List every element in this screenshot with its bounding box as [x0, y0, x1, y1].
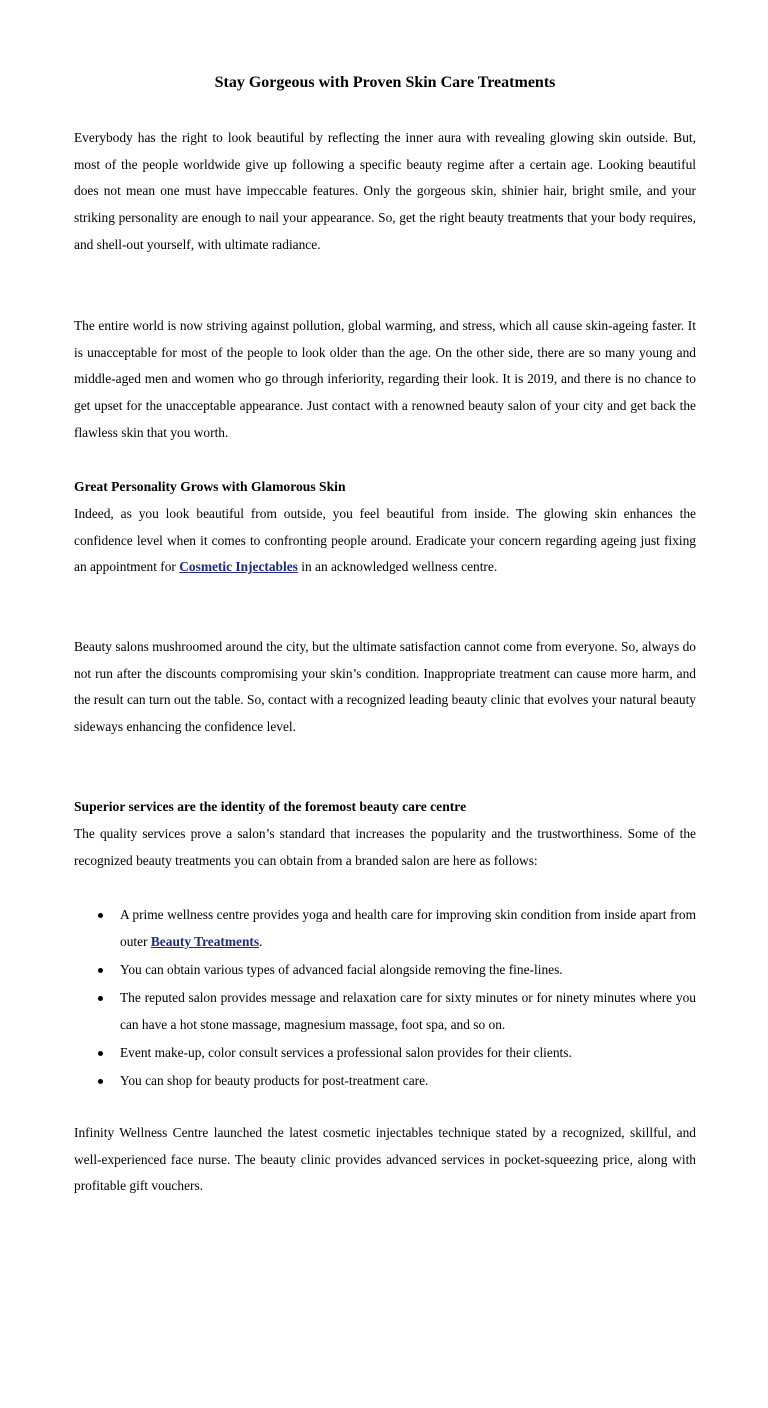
bullet-text: You can obtain various types of advanced facial alongside removing the fine-lines. — [120, 961, 563, 977]
section1-paragraph-1 — [74, 501, 696, 581]
beauty-treatments-link[interactable]: Beauty Treatments — [150, 933, 260, 949]
section-heading-personality: Great Personality Grows with Glamorous Skin — [74, 479, 346, 494]
bullet-icon — [98, 968, 103, 973]
document-title: Stay Gorgeous with Proven Skin Care Treatments — [214, 74, 556, 91]
intro-paragraph-1: Everybody has the right to look beautiful by reflecting the inner aura with revealing glowing skin outside. But, most of the people worldwide give up following a specific beauty regime after a certain age. Looking beautiful does not mean one must have impeccable features. Only the gorgeous skin, shinier hair, bright smile, and your striking personality are enough to nail your appearance. So, get the right beauty treatments that your body requires, and shell-out yourself, with ultimate radiance. — [74, 130, 696, 252]
cosmetic-injectables-link[interactable]: Cosmetic Injectables — [179, 559, 298, 575]
list-item — [74, 985, 696, 1038]
section2-intro-paragraph: The quality services prove a salon’s standard that increases the popularity and the trustworthiness. Some of the recognized beauty treatments you can obtain from a branded salon are here as follows: — [74, 826, 696, 868]
bullet-icon — [98, 913, 103, 918]
bullet-icon — [98, 1079, 103, 1084]
services-bullet-list — [74, 902, 696, 1096]
bullet-text: Event make-up, color consult services a professional salon provides for their clients. — [120, 1045, 572, 1061]
list-item — [74, 1040, 696, 1067]
list-item — [74, 902, 696, 955]
bullet-icon — [98, 1051, 103, 1056]
section-heading-services: Superior services are the identity of the foremost beauty care centre — [74, 799, 467, 814]
bullet1-text-before: A prime wellness centre provides yoga and health care for improving skin condition from inside apart from outer — [120, 907, 696, 949]
bullet-text: You can shop for beauty products for post-treatment care. — [120, 1073, 429, 1089]
section1-p1-text-after: in an acknowledged wellness centre. — [297, 559, 498, 575]
section1-paragraph-2: Beauty salons mushroomed around the city, but the ultimate satisfaction cannot come from everyone. So, always do not run after the discounts compromising your skin’s condition. Inappropriate treatment can cause more harm, and the result can turn out the table. So, contact with a recognized leading beauty clinic that evolves your natural beauty sideways enhancing the confidence level. — [74, 639, 696, 735]
intro-paragraph-2: The entire world is now striving against pollution, global warming, and stress, which all cause skin-ageing faster. It is unacceptable for most of the people to look older than the age. On the other side, there are so many young and middle-aged men and women who go through inferiority, regarding their look. It is 2019, and there is no chance to get upset for the unacceptable appearance. Just contact with a renowned beauty salon of your city and get back the flawless skin that you worth. — [74, 318, 696, 440]
bullet-text: The reputed salon provides message and relaxation care for sixty minutes or for ninety minutes where you can have a hot stone massage, magnesium massage, foot spa, and so on. — [120, 990, 696, 1032]
closing-paragraph: Infinity Wellness Centre launched the latest cosmetic injectables technique stated by a recognized, skillful, and well-experienced face nurse. The beauty clinic provides advanced services in pocket-squeezing price, along with profitable gift vouchers. — [74, 1125, 696, 1194]
bullet-icon — [98, 996, 103, 1001]
list-item — [74, 957, 696, 984]
bullet1-text-after: . — [259, 933, 263, 949]
section1-p1-text-before: Indeed, as you look beautiful from outside, you feel beautiful from inside. The glowing skin enhances the confidence level when it comes to confronting people around. Eradicate your concern regarding ageing just fixing an appointment for — [74, 506, 696, 575]
list-item — [74, 1068, 696, 1095]
